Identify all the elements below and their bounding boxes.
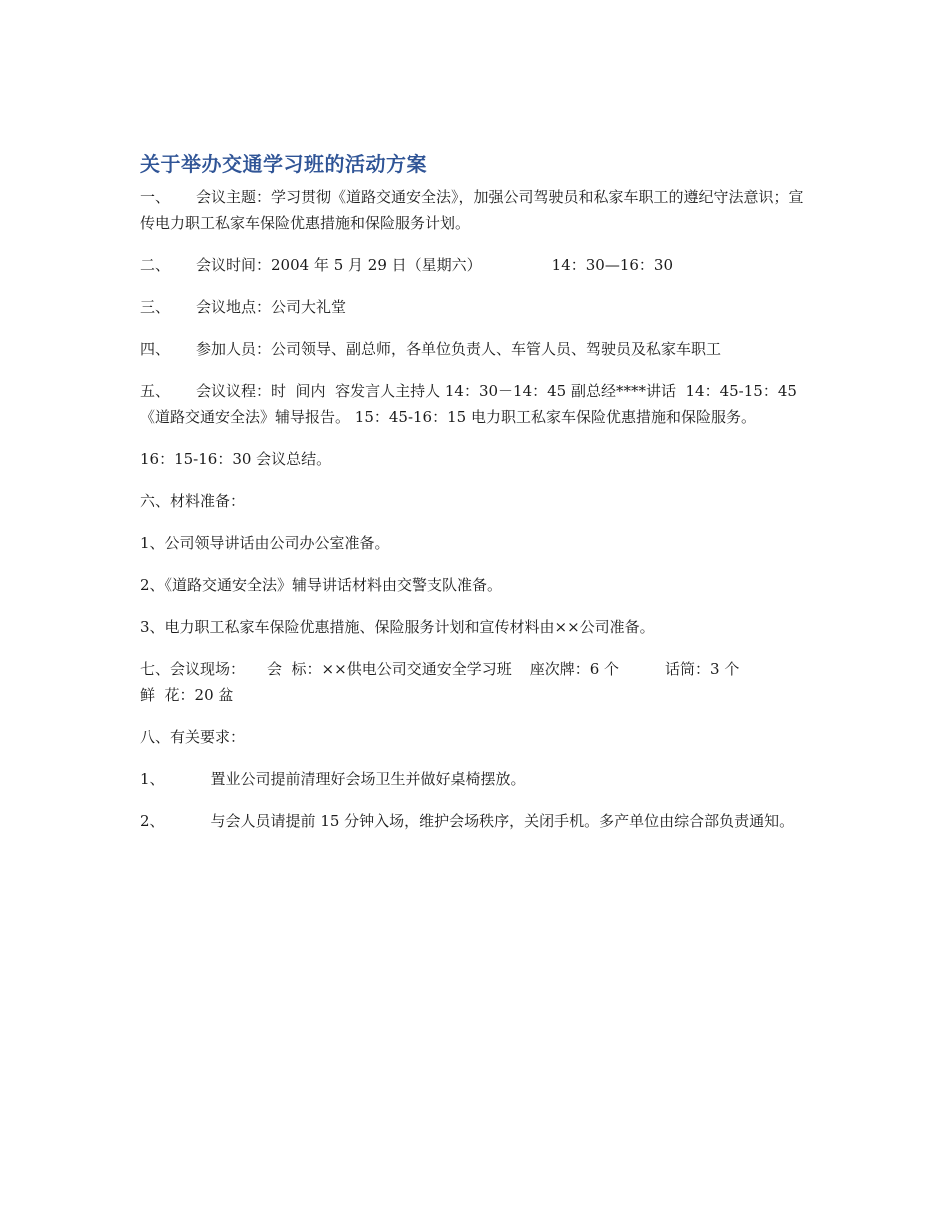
section-3 bbox=[140, 294, 810, 320]
section-8-item-1 bbox=[140, 766, 810, 792]
document-title: 关于举办交通学习班的活动方案 bbox=[140, 152, 427, 176]
section-8-item-2 bbox=[140, 808, 810, 834]
section-8-heading: 八、有关要求： bbox=[140, 728, 246, 746]
section-3-number: 三、 bbox=[140, 298, 171, 316]
section-2-date: 会议时间：2004 年 5 月 29 日（星期六） bbox=[196, 256, 482, 274]
section-6-item-3: 3、电力职工私家车保险优惠措施、保险服务计划和宣传材料由××公司准备。 bbox=[140, 618, 655, 636]
section-1-number: 一、 bbox=[140, 188, 171, 206]
section-4 bbox=[140, 336, 810, 362]
section-7-lead: 七、会议现场： bbox=[140, 660, 246, 678]
section-1-text: 会议主题：学习贯彻《道路交通安全法》，加强公司驾驶员和私家车职工的遵纪守法意识；宣传电力职工私家车保险优惠措施和保险服务计划。 bbox=[140, 188, 804, 232]
section-7-seats: 座次牌：6 个 bbox=[529, 660, 620, 678]
section-8-item-1-number: 1、 bbox=[140, 770, 165, 788]
section-7 bbox=[140, 656, 810, 708]
section-8-item-2-number: 2、 bbox=[140, 812, 165, 830]
section-5-summary: 16：15-16：30 会议总结。 bbox=[140, 450, 332, 468]
section-3-text: 会议地点：公司大礼堂 bbox=[196, 298, 347, 316]
section-5-number: 五、 bbox=[140, 382, 171, 400]
document-page bbox=[140, 148, 810, 850]
section-7-banner: 会 标：××供电公司交通安全学习班 bbox=[267, 660, 512, 678]
section-4-text: 参加人员：公司领导、副总师，各单位负责人、车管人员、驾驶员及私家车职工 bbox=[196, 340, 722, 358]
section-2 bbox=[140, 252, 810, 278]
section-8-item-1-text: 置业公司提前清理好会场卫生并做好桌椅摆放。 bbox=[210, 770, 526, 788]
section-5-text: 会议议程：时 间内 容发言人主持人 14：30－14：45 副总经****讲话 14：45-15：45《道路交通安全法》辅导报告。 15：45-16：15 电力职工私家车保险优惠措施和保险服务。 bbox=[140, 382, 797, 426]
section-6-heading: 六、材料准备： bbox=[140, 492, 246, 510]
section-6-item-1: 1、公司领导讲话由公司办公室准备。 bbox=[140, 534, 390, 552]
section-2-number: 二、 bbox=[140, 256, 171, 274]
section-5 bbox=[140, 378, 810, 430]
section-1 bbox=[140, 184, 810, 236]
section-7-flowers: 鲜 花：20 盆 bbox=[140, 686, 234, 704]
section-6-item-2: 2、《道路交通安全法》辅导讲话材料由交警支队准备。 bbox=[140, 576, 503, 594]
section-8-item-2-text: 与会人员请提前 15 分钟入场，维护会场秩序，关闭手机。多产单位由综合部负责通知。 bbox=[210, 812, 795, 830]
section-4-number: 四、 bbox=[140, 340, 171, 358]
section-2-time: 14：30—16：30 bbox=[551, 256, 674, 274]
section-7-mics: 话筒：3 个 bbox=[665, 660, 740, 678]
